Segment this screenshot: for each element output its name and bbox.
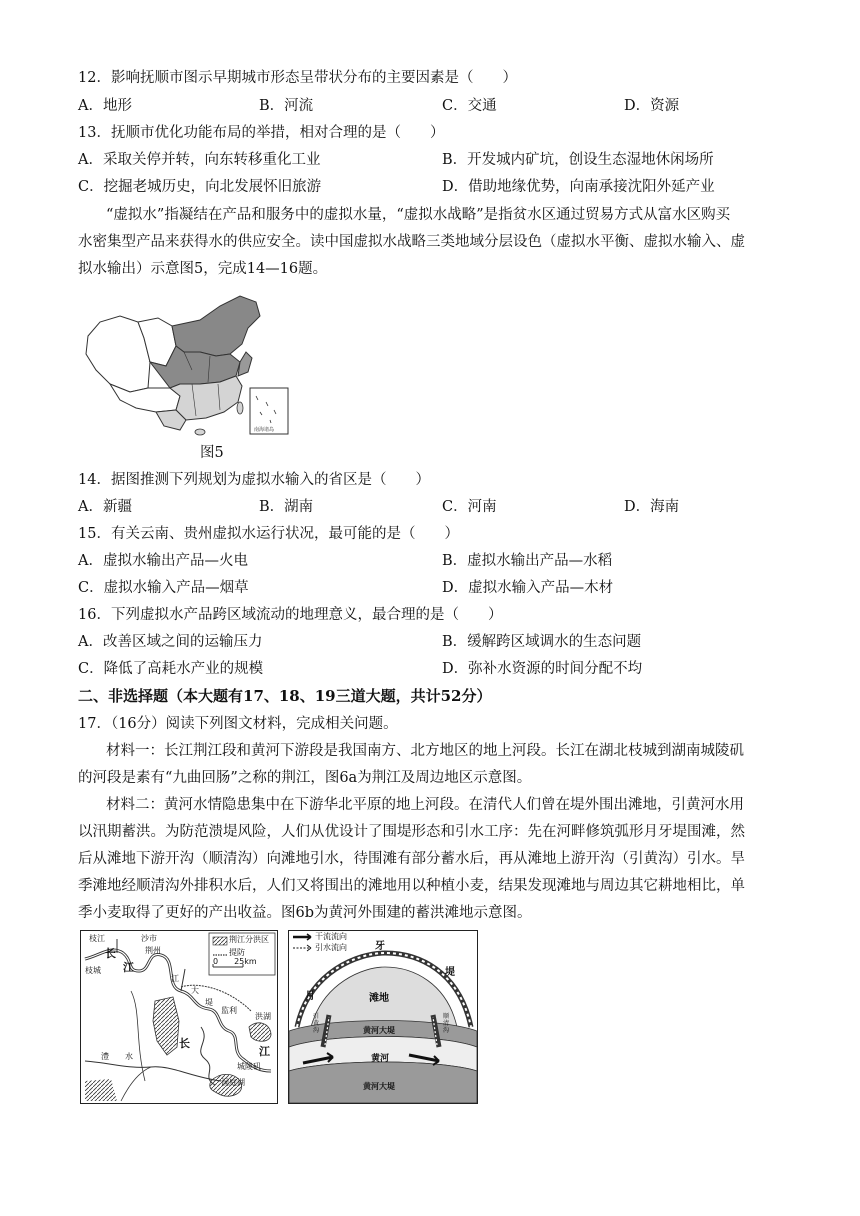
q15-option-c: C．虚拟水输入产品—烟草 bbox=[78, 580, 249, 596]
q16-option-b: B．缓解跨区域调水的生态问题 bbox=[442, 634, 642, 650]
q17-material-2-line-4: 季滩地经顺清沟外排积水后，人们又将围出的滩地用以种植小麦，结果发现滩地与周边其它耕地相比，单 bbox=[78, 878, 745, 894]
fig6a-label-chang-2: 长 bbox=[179, 1037, 190, 1050]
q12-option-c: C．交通 bbox=[442, 98, 497, 114]
q12-option-d: D．资源 bbox=[624, 98, 680, 114]
q16-option-a: A．改善区域之间的运输压力 bbox=[78, 634, 263, 650]
intro-line-3: 拟水输出）示意图5，完成14—16题。 bbox=[78, 261, 328, 277]
fig6a-label-di: 堤 bbox=[205, 998, 213, 1007]
fig6b-label-yinhuang-ditch: 引黄沟 bbox=[313, 1013, 320, 1034]
fig6a-label-jiang-1: 江 bbox=[123, 961, 134, 974]
fig6a-label-chenglingji: 城陵矶 bbox=[237, 1062, 261, 1071]
q17-material-1-line-1: 材料一：长江荆江段和黄河下游段是我国南方、北方地区的地上河段。长江在湖北枝城到湖南城陵矶 bbox=[106, 743, 744, 759]
fig6b-label-levee-upper: 黄河大堤 bbox=[363, 1025, 395, 1035]
q14-option-c: C．河南 bbox=[442, 499, 497, 515]
q16-stem: 16．下列虚拟水产品跨区域流动的地理意义，最合理的是（ ） bbox=[78, 607, 503, 623]
fig6a-label-honghu: 洪湖 bbox=[255, 1012, 271, 1021]
q12-option-a: A．地形 bbox=[78, 98, 132, 114]
q13-option-d: D．借助地缘优势，向南承接沈阳外延产业 bbox=[442, 179, 715, 195]
q17-material-2-line-2: 以汛期蓄洪。为防范溃堤风险，人们从优设计了围堤形态和引水工序：先在河畔修筑弧形月牙堤围滩，然 bbox=[78, 824, 745, 840]
fig6a-legend-flood: 荆江分洪区 bbox=[229, 935, 269, 944]
fig6a-label-dongting: 洞庭湖 bbox=[221, 1078, 245, 1087]
fig6a-label-jingzhou: 荆州 bbox=[145, 946, 161, 955]
q17-material-2-line-1: 材料二：黄河水情隐患集中在下游华北平原的地上河段。在清代人们曾在堤外围出滩地，引黄河水用 bbox=[106, 797, 744, 813]
q16-option-d: D．弥补水资源的时间分配不均 bbox=[442, 661, 643, 677]
fig6a-label-li: 澧 bbox=[101, 1052, 109, 1061]
fig6b-legend-main-flow: 干流流向 bbox=[315, 932, 347, 941]
q16-option-c: C．降低了高耗水产业的规模 bbox=[78, 661, 264, 677]
fig6b-label-levee-lower: 黄河大堤 bbox=[363, 1081, 395, 1091]
fig6a-label-shashi: 沙市 bbox=[141, 934, 157, 943]
fig6a-legend-levee: 提防 bbox=[229, 948, 245, 957]
fig6a-label-da: 大 bbox=[191, 986, 199, 995]
q15-stem: 15．有关云南、贵州虚拟水运行状况，最可能的是（ ） bbox=[78, 526, 459, 542]
fig6a-label-jianli: 监利 bbox=[221, 1006, 237, 1015]
fig6a-label-shui: 水 bbox=[125, 1052, 133, 1061]
q12-option-b: B．河流 bbox=[259, 98, 314, 114]
q13-option-b: B．开发城内矿坑，创设生态湿地休闲场所 bbox=[442, 152, 714, 168]
q14-option-d: D．海南 bbox=[624, 499, 680, 515]
figure-5-map bbox=[80, 292, 292, 438]
q13-stem: 13．抚顺市优化功能布局的举措，相对合理的是（ ） bbox=[78, 125, 445, 141]
figure-6b-diagram bbox=[288, 930, 478, 1104]
q14-stem: 14．据图推测下列规划为虚拟水输入的省区是（ ） bbox=[78, 472, 430, 488]
intro-line-2: 水密集型产品来获得水的供应安全。读中国虚拟水战略三类地域分层设色（虚拟水平衡、虚拟水输入、虚 bbox=[78, 234, 745, 250]
fig6a-label-zhicheng: 枝城 bbox=[85, 966, 101, 975]
fig6b-label-shunqing-ditch: 顺清沟 bbox=[443, 1013, 450, 1034]
q12-stem: 12．影响抚顺市图示早期城市形态呈带状分布的主要因素是（ ） bbox=[78, 70, 517, 86]
fig6b-label-beach: 滩地 bbox=[369, 993, 389, 1004]
figure-6a-map bbox=[80, 930, 278, 1104]
fig6b-label-yellow-river: 黄河 bbox=[371, 1054, 390, 1064]
fig6a-legend-scale: 0 25km bbox=[213, 957, 257, 966]
fig6b-label-di: 堤 bbox=[445, 967, 455, 978]
q14-option-a: A．新疆 bbox=[78, 499, 132, 515]
fig6a-label-jiang-3: 江 bbox=[259, 1045, 270, 1058]
q13-option-a: A．采取关停并转，向东转移重化工业 bbox=[78, 152, 321, 168]
section-2-heading: 二、非选择题（本大题有17、18、19三道大题，共计52分） bbox=[78, 687, 492, 705]
q15-option-a: A．虚拟水输出产品—火电 bbox=[78, 553, 248, 569]
q15-option-d: D．虚拟水输入产品—木材 bbox=[442, 580, 614, 596]
fig6b-legend-divert-flow: 引水流向 bbox=[315, 943, 347, 952]
intro-line-1: “虚拟水”指凝结在产品和服务中的虚拟水量，“虚拟水战略”是指贫水区通过贸易方式从富水区购买 bbox=[106, 207, 731, 223]
q14-option-b: B．湖南 bbox=[259, 499, 314, 515]
fig6a-label-zhijiang: 枝江 bbox=[89, 934, 105, 943]
fig6a-label-chang-1: 长 bbox=[105, 947, 116, 960]
q17-material-2-line-5: 季小麦取得了更好的产出收益。图6b为黄河外围建的蓄洪滩地示意图。 bbox=[78, 905, 532, 921]
fig6b-label-ya: 牙 bbox=[375, 941, 385, 952]
fig6a-label-jiang-2: 江 bbox=[171, 974, 179, 983]
figure-5-caption: 图5 bbox=[200, 445, 224, 461]
fig5-inset-label: 南海诸岛 bbox=[254, 427, 275, 433]
q17-material-2-line-3: 后从滩地下游开沟（顺清沟）向滩地引水，待围滩有部分蓄水后，再从滩地上游开沟（引黄沟）引水。旱 bbox=[78, 851, 745, 867]
q17-material-1-line-2: 的河段是素有“九曲回肠”之称的荆江，图6a为荆江及周边地区示意图。 bbox=[78, 770, 532, 786]
q15-option-b: B．虚拟水输出产品—水稻 bbox=[442, 553, 613, 569]
fig6b-label-yue: 月 bbox=[305, 991, 315, 1002]
q13-option-c: C．挖掘老城历史，向北发展怀旧旅游 bbox=[78, 179, 322, 195]
q17-stem: 17．（16分）阅读下列图文材料，完成相关问题。 bbox=[78, 716, 398, 732]
